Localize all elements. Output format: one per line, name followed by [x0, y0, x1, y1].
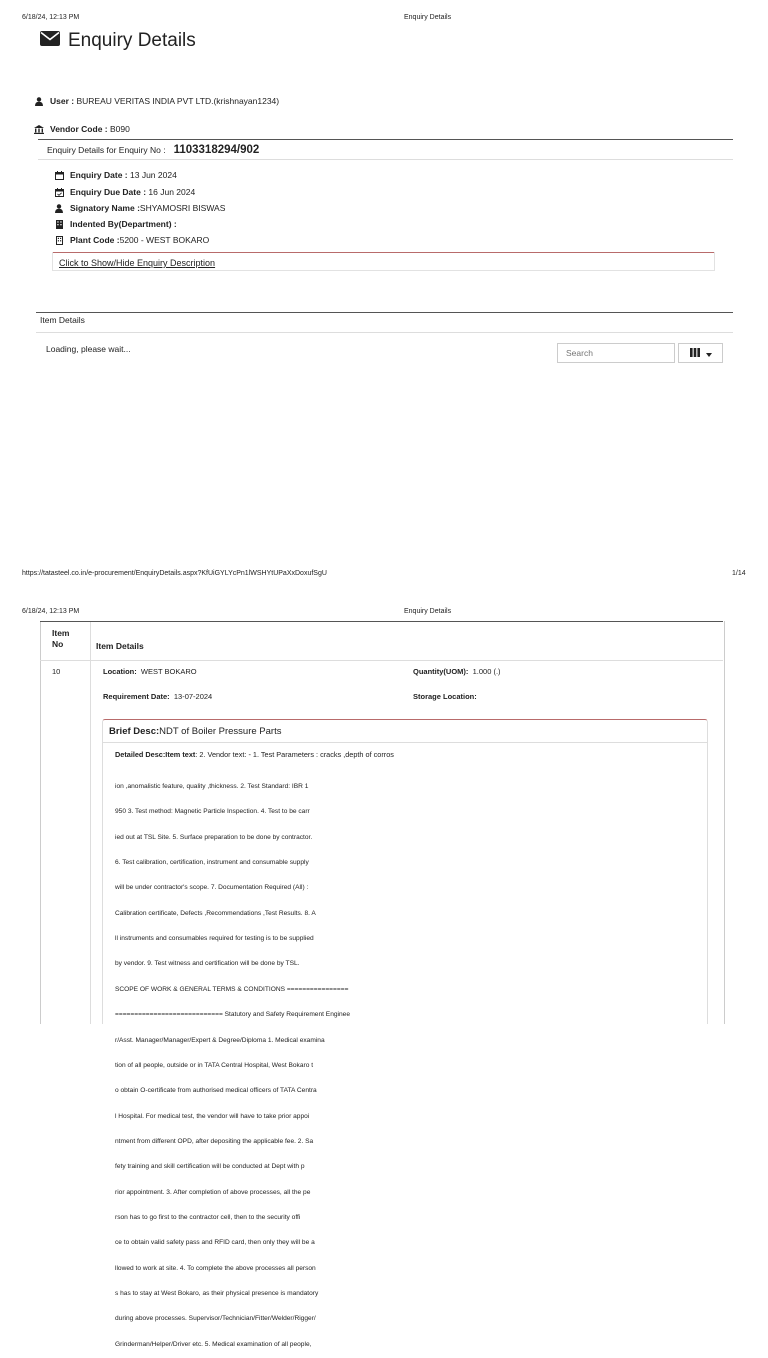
- requirement-date-field: [103, 692, 212, 701]
- item-panel-top-border: [36, 312, 733, 313]
- vendor-row: [32, 124, 130, 134]
- user-label: User :: [50, 96, 75, 106]
- item-table-top-border: [40, 621, 723, 622]
- detail-line: o obtain O-certificate from authorised medical officers of TATA Centra: [115, 1087, 317, 1095]
- brief-description: [109, 726, 281, 737]
- calendar-check-icon: [52, 188, 66, 197]
- detailed-description-heading: [115, 750, 394, 759]
- search-input[interactable]: [557, 343, 675, 363]
- detailed-label: Detailed Desc:: [115, 750, 166, 759]
- quantity-field: [413, 667, 501, 676]
- detail-line: l Hospital. For medical test, the vendor will have to take prior appoi: [115, 1112, 310, 1120]
- location-value: WEST BOKARO: [140, 667, 197, 676]
- user-value: BUREAU VERITAS INDIA PVT LTD.(krishnayan1234): [76, 96, 280, 106]
- signatory-value: SHYAMOSRI BISWAS: [139, 203, 226, 213]
- page-indicator: 1/14: [732, 570, 746, 577]
- vendor-value: B090: [110, 124, 130, 134]
- detail-line: ntment from different OPD, after depositing the applicable fee. 2. Sa: [115, 1137, 314, 1145]
- print-url: https://tatasteel.co.in/e-procurement/EnquiryDetails.aspx?KfUiGYLYcPn1lWSHYtUPaXxDoxufSgU: [22, 570, 327, 577]
- enquiry-heading-label: Enquiry Details for Enquiry No :: [47, 145, 166, 155]
- detail-line: ce to obtain valid safety pass and RFID card, then only they will be a: [115, 1239, 315, 1247]
- item-section-divider: [36, 332, 733, 333]
- requirement-date-value: 13-07-2024: [173, 692, 213, 701]
- detail-line: during above processes. Supervisor/Technician/Fitter/Welder/Rigger/: [115, 1315, 316, 1323]
- enquiry-panel-top-border: [38, 139, 733, 140]
- user-row: [32, 96, 279, 106]
- detail-line: will be under contractor's scope. 7. Documentation Required (All) :: [115, 884, 309, 892]
- detail-line: s has to stay at West Bokaro, as their physical presence is mandatory: [115, 1290, 319, 1298]
- detailed-description-body: [115, 766, 350, 1358]
- vendor-label: Vendor Code :: [50, 124, 108, 134]
- building-icon: [52, 220, 66, 229]
- detail-line: fety training and skill certification will be conducted at Dept with p: [115, 1163, 305, 1171]
- brief-value: NDT of Boiler Pressure Parts: [159, 726, 282, 737]
- detail-line: rior appointment. 3. After completion of above processes, all the pe: [115, 1188, 311, 1196]
- plant-code-value: 5200 - WEST BOKARO: [119, 235, 210, 245]
- envelope-icon: [40, 31, 60, 51]
- enquiry-date-row: [52, 170, 177, 180]
- user-icon: [32, 97, 46, 106]
- bank-icon: [32, 125, 46, 134]
- enquiry-date-label: Enquiry Date :: [70, 170, 128, 180]
- enquiry-due-date-label: Enquiry Due Date :: [70, 187, 147, 197]
- detail-line: by vendor. 9. Test witness and certification will be done by TSL.: [115, 960, 300, 968]
- detailed-first-line: : 2. Vendor text: - 1. Test Parameters : cracks ,depth of corros: [195, 750, 394, 759]
- location-label: Location:: [103, 667, 137, 676]
- detail-line: 950 3. Test method: Magnetic Particle Inspection. 4. Test to be carr: [115, 808, 310, 816]
- detail-line: ll instruments and consumables required for testing is to be supplied: [115, 935, 314, 943]
- plant-code-row: [52, 235, 209, 245]
- page-title: [40, 30, 196, 52]
- brief-label: Brief Desc:: [109, 726, 160, 737]
- enquiry-date-value: 13 Jun 2024: [130, 170, 177, 180]
- signatory-row: [52, 203, 225, 213]
- enquiry-number: 1103318294/902: [173, 144, 260, 156]
- user-icon: [52, 204, 66, 213]
- loading-text: Loading, please wait...: [46, 344, 131, 354]
- item-table-column-divider: [90, 622, 91, 1024]
- detail-line: ion ,anomalistic feature, quality ,thickness. 2. Test Standard: IBR 1: [115, 782, 309, 790]
- item-no-cell: 10: [52, 667, 61, 676]
- detail-line: ============================ Statutory and Safety Requirement Enginee: [115, 1011, 351, 1019]
- detail-line: SCOPE OF WORK & GENERAL TERMS & CONDITIONS ================: [115, 985, 349, 993]
- detail-line: ied out at TSL Site. 5. Surface preparation to be done by contractor.: [115, 833, 313, 841]
- calendar-icon: [52, 171, 66, 180]
- item-section-title: Item Details: [40, 315, 85, 325]
- page-title-text: Enquiry Details: [68, 30, 196, 51]
- item-table-header-divider: [40, 660, 723, 661]
- detail-line: rson has to go first to the contractor cell, then to the security offi: [115, 1214, 301, 1222]
- print-datetime: 6/18/24, 12:13 PM: [22, 14, 80, 21]
- item-text-label: Item text: [165, 750, 196, 759]
- detail-line: Grinderman/Helper/Driver etc. 5. Medical examination of all people,: [115, 1340, 312, 1348]
- detail-line: r/Asst. Manager/Manager/Expert & Degree/Diploma 1. Medical examina: [115, 1036, 325, 1044]
- columns-toggle-button[interactable]: [678, 343, 723, 363]
- enquiry-heading: [47, 144, 259, 156]
- print-doc-title-page2: Enquiry Details: [404, 608, 452, 615]
- location-field: [103, 667, 197, 676]
- columns-icon: [690, 344, 700, 362]
- plant-code-label: Plant Code :: [70, 235, 120, 245]
- detail-line: Calibration certificate, Defects ,Recommendations ,Test Results. 8. A: [115, 909, 316, 917]
- item-no-header: Item No: [52, 628, 70, 649]
- caret-down-icon: [706, 344, 712, 362]
- toggle-description-link[interactable]: Click to Show/Hide Enquiry Description: [59, 258, 216, 268]
- quantity-label: Quantity(UOM):: [413, 667, 469, 676]
- detail-line: tion of all people, outside or in TATA Central Hospital, West Bokaro t: [115, 1061, 314, 1069]
- signatory-label: Signatory Name :: [70, 203, 140, 213]
- indented-by-row: [52, 219, 179, 229]
- detail-line: 6. Test calibration, certification, instrument and consumable supply: [115, 858, 309, 866]
- item-details-header: Item Details: [96, 641, 144, 651]
- detail-line: llowed to work at site. 4. To complete the above processes all person: [115, 1264, 316, 1272]
- building-icon: [52, 236, 66, 245]
- storage-location-label: Storage Location:: [413, 692, 477, 701]
- enquiry-heading-divider: [38, 159, 733, 160]
- print-doc-title: Enquiry Details: [404, 14, 452, 21]
- indented-by-label: Indented By(Department) :: [70, 219, 177, 229]
- enquiry-due-date-row: [52, 187, 195, 197]
- storage-location-field: [413, 692, 479, 701]
- requirement-date-label: Requirement Date:: [103, 692, 170, 701]
- quantity-value: 1.000 (.): [472, 667, 501, 676]
- enquiry-due-date-value: 16 Jun 2024: [148, 187, 196, 197]
- print-datetime-page2: 6/18/24, 12:13 PM: [22, 608, 80, 615]
- brief-divider: [102, 742, 708, 743]
